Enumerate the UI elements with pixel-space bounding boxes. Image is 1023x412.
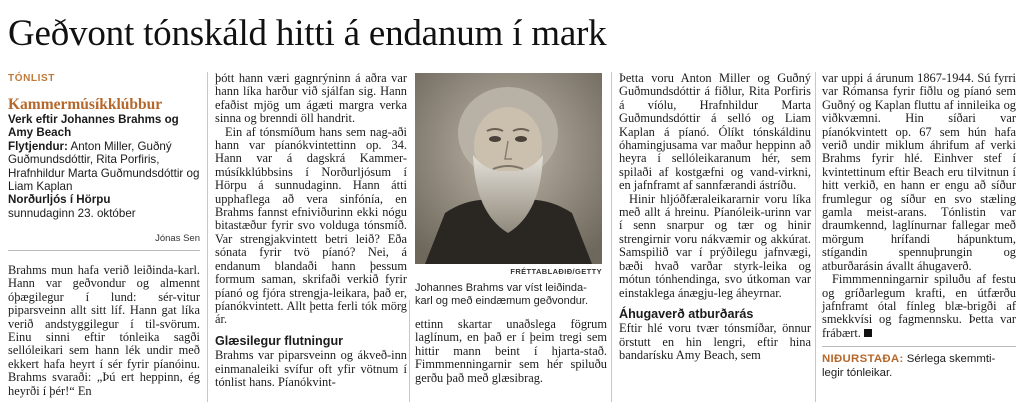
column-2 (215, 72, 407, 389)
headline: Geðvont tónskáld hitti á endanum í mark (8, 13, 607, 54)
paragraph: Eftir hlé voru tvær tónsmíðar, önnur örstutt en hin lengri, eftir hina bandarísku Amy Beach, sem (619, 321, 811, 363)
paragraph: Brahms var piparsveinn og ákveð-inn einmanaleiki svífur oft yfir vötnum í tónlist hans. Píanókvint- (215, 348, 407, 389)
verdict-divider (822, 346, 1016, 347)
verdict-text: Sérlega skemmti-legir tónleikar. (822, 353, 996, 379)
subhead: Áhugaverð atburðarás (619, 306, 754, 321)
column-divider (611, 72, 612, 402)
performers-list: Anton Miller, Guðný Guðmundsdóttir, Rita Porfiris, Hrafnhildur Marta Guðmundsdóttir og Liam Kaplan (8, 139, 200, 194)
paragraph: Þetta voru Anton Miller og Guðný Guðmundsdóttir á fiðlur, Rita Porfiris á víólu, Hrafnhildur Marta Guðmundsdóttir á selló og Liam Kaplan á píanó. Ólíkt tónskáldinu óhamingjusama var maður heppinn að heyra í sellóleikaranum hér, sem spilaði af kostgæfni og vand-virkni, en jafnframt af sannfærandi ástríðu. (619, 71, 811, 193)
verdict-label: NIÐURSTAÐA: (822, 353, 904, 366)
factbox-divider (8, 250, 200, 251)
section-label: TÓNLIST (8, 73, 55, 84)
subhead: Glæsilegur flutningur (215, 333, 344, 348)
performers-label: Flytjendur: (8, 139, 68, 153)
photo-credit: FRÉTTABLAÐIÐ/GETTY (510, 267, 602, 276)
column-1 (8, 264, 200, 398)
factbox-venue: Norðurljós í Hörpu (8, 193, 111, 207)
factbox-date: sunnudaginn 23. október (8, 206, 136, 220)
paragraph: var uppi á árunum 1867-1944. Sú fyrri var Rómansa fyrir fiðlu og píanó sem Guðný og Kaplan fluttu af innileika og viðkvæmni. Hin síðari var píanókvintett op. 67 sem hún hafa verið undir miklum áhrifum af verki Brahms fyrir hlé. Einhver stef í kvintettinum eftir Beach eru tilvitnun í hitt verkið, en hann er engu að síður frumlegur og síður en svo stæling gamla meist-arans. Tónlistin var draumkennd, laglínurnar fallegar með mörgum hrífandi hápunktum, stígandin spennuþrungin og atburðarásin ávallt áhugaverð. (822, 71, 1016, 273)
paragraph: Ein af tónsmíðum hans sem nag-aði hann var píanókvintettinn op. 34. Hann var á dagskrá Kammer-músíkklúbbsins í Norðurljósum í Hörpu á sunnudaginn. Hann átti upphaflega að vera sinfónía, en Brahms fannst efniviðurinn ekki nógu bitastæður fyrir svo volduga tónsmíð. Var strengjakvintett betri leið? Eða sónata fyrir tvö píanó? Nei, á endanum blandaði hann þessum formum saman, skrifaði verkið fyrir píanó og fjóra strengja-leikara, það er, píanókvintett. Allt þetta ferli tók mörg ár. (215, 124, 407, 327)
closing-text: Fimmmenningarnir spiluðu af festu og gríðarlegum krafti, en útfærðu jafnframt ótal fínleg blæ-brigði af smekkvísi og fagmennsku. Þetta var frábært. (822, 272, 1016, 340)
column-divider (409, 300, 410, 402)
factbox-performers (8, 140, 200, 194)
column-3 (415, 318, 607, 385)
paragraph: Brahms mun hafa verið leiðinda-karl. Hann var geðvondur og almennt óþægilegur í lund: sér-vitur piparsveinn allt sitt líf. Hann gat líka verið andstyggilegur í til-svörum. Einu sinni eftir tónleika sagði sellóleikari sem hann lék undir með ekkert hafa heyrt í sér fyrir píanóinu. Brahms svaraði: „Þú ert heppinn, ég heyrði í þér!“ En (8, 263, 200, 398)
column-4 (619, 72, 811, 363)
brahms-photo (415, 73, 602, 264)
column-divider (815, 72, 816, 402)
paragraph: Hinir hljóðfæraleikararnir voru líka með allt á hreinu. Píanóleik-urinn var í senn snarpur og tær og hinir strengirnir voru nákvæmir og akkúrat. Samspilið var í prýðilegu jafnvægi, bæði hvað varðar styrk-leika og mótun tónhendinga, svo útkoman var einstaklega ánægju-leg áheyrnar. (619, 191, 811, 300)
paragraph (822, 273, 1016, 340)
concert-factbox (8, 96, 200, 220)
photo-caption: Johannes Brahms var víst leiðinda-karl og með eindæmum geðvondur. (415, 282, 589, 308)
end-mark-icon (864, 329, 872, 337)
factbox-title: Kammermúsíkklúbbur (8, 96, 163, 113)
column-5 (822, 72, 1016, 380)
author-byline: Jónas Sen (155, 233, 200, 244)
column-divider (207, 72, 208, 402)
paragraph: ettinn skartar unaðslega fögrum laglínum, en það er í þeim tregi sem hittir mann beint í hjarta-stað. Fimmmenningarnir sem hér spiluðu gerðu það með glæsibrag. (415, 317, 607, 385)
verdict (822, 353, 1016, 380)
paragraph: þótt hann væri gagnrýninn á aðra var hann líka harður við sjálfan sig. Hann efaðist mjög um ágæti margra verka sinna og brenndi öll handrit. (215, 71, 407, 126)
factbox-subtitle: Verk eftir Johannes Brahms og Amy Beach (8, 113, 179, 140)
